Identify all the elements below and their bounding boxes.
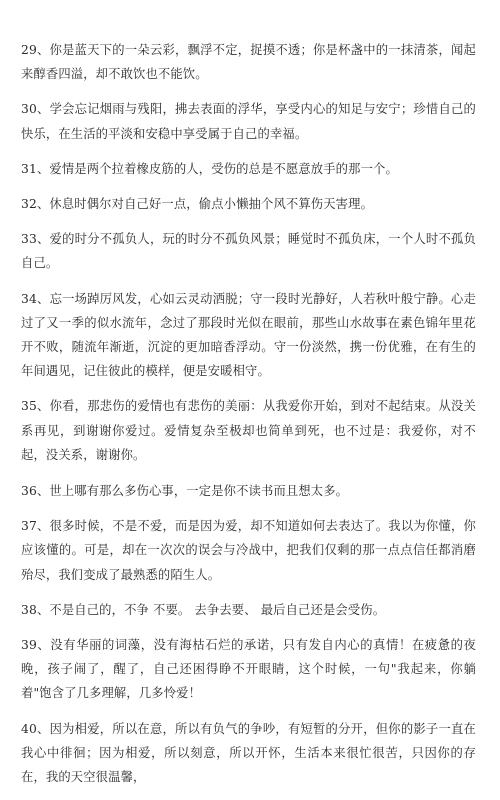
paragraph-31: 31、爱情是两个拉着橡皮筋的人，受伤的总是不愿意放手的那一个。 bbox=[21, 161, 398, 176]
paragraph-29: 29、你是蓝天下的一朵云彩，飘浮不定，捉摸不透；你是杯盏中的一抹清茶，闻起来醇香四溢，却不敢饮也不能饮。 bbox=[21, 43, 476, 82]
paragraph-32: 32、休息时偶尔对自己好一点，偷点小懒抽个风不算伤天害理。 bbox=[21, 197, 374, 212]
paragraph-36: 36、世上哪有那么多伤心事，一定是你不读书而且想太多。 bbox=[21, 484, 349, 499]
paragraph-33: 33、爱的时分不孤负人，玩的时分不孤负风景；睡觉时不孤负床，一个人时不孤负自己。 bbox=[21, 232, 476, 271]
paragraph-35: 35、你看，那悲伤的爱情也有悲伤的美丽：从我爱你开始，到对不起结束。从没关系再见，到谢谢你爱过。爱情复杂至极却也简单到死，也不过是：我爱你，对不起，没关系，谢谢你。 bbox=[21, 399, 476, 462]
paragraph-38: 38、不是自己的，不争 不要。 去争去要、 最后自己还是会受伤。 bbox=[21, 602, 386, 617]
document-body bbox=[21, 38, 476, 800]
paragraph-30: 30、学会忘记烟雨与残阳，拂去表面的浮华，享受内心的知足与安宁；珍惜自己的快乐，在生活的平淡和安稳中享受属于自己的幸福。 bbox=[21, 102, 476, 141]
paragraph-39: 39、没有华丽的词藻，没有海枯石烂的承诺，只有发自内心的真情！在疲惫的夜晚，孩子闹了，醒了，自己还困得睁不开眼睛，这个时候，一句"我起来，你躺着"饱含了几多理解，几多怜爱！ bbox=[21, 638, 476, 701]
paragraph-34: 34、忘一场踔厉风发，心如云灵动洒脱；守一段时光静好，人若秋叶般宁静。心走过了又一季的似水流年，念过了那段时光似在眼前，那些山水故事在素色锦年里花开不败，随流年渐逝，沉淀的更加暗香浮动。守一份淡然，携一份优雅，在有生的年间遇见，记住彼此的模样，便是安暖相守。 bbox=[21, 291, 476, 379]
paragraph-40: 40、因为相爱，所以在意，所以有负气的争吵，有短暂的分开，但你的影子一直在我心中徘徊；因为相爱，所以刻意，所以开怀，生活本来很忙很苦，只因你的存在，我的天空很温馨， bbox=[21, 721, 476, 785]
paragraph-37: 37、很多时候，不是不爱，而是因为爱，却不知道如何去表达了。我以为你懂，你应该懂的。可是，却在一次次的误会与冷战中，把我们仅剩的那一点点信任都消磨殆尽，我们变成了最熟悉的陌生人。 bbox=[21, 519, 476, 582]
